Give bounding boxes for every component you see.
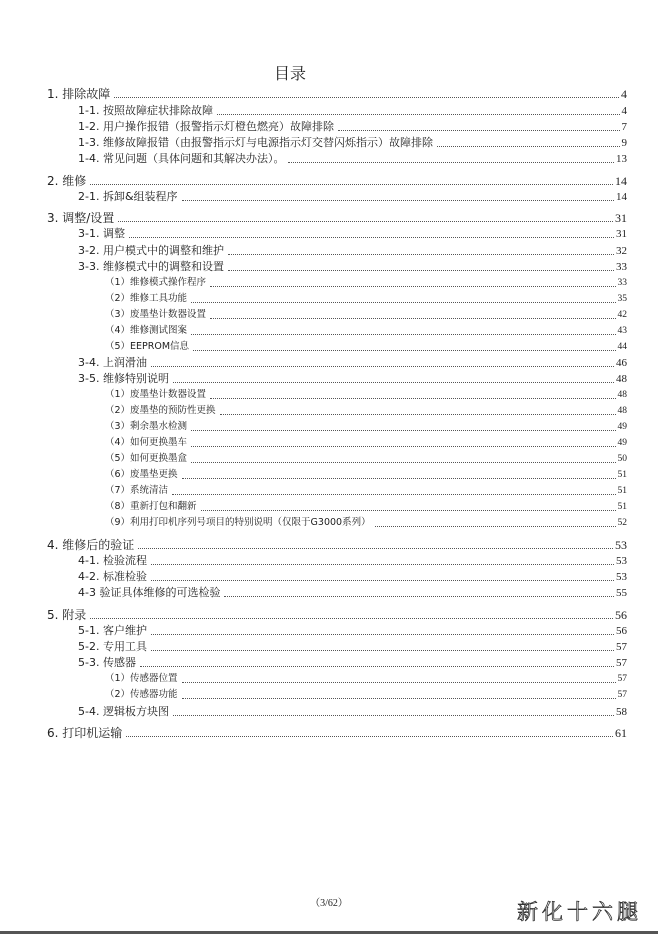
toc-entry-page: 4 bbox=[621, 104, 627, 117]
toc-entry-label: （9）利用打印机序列号项目的特别说明（仅限于G3000系列） bbox=[105, 517, 371, 529]
toc-title: 目录 bbox=[273, 64, 306, 83]
toc-entry-page: 46 bbox=[616, 357, 627, 370]
dot-leader bbox=[140, 666, 614, 667]
dot-leader bbox=[191, 430, 615, 431]
dot-leader bbox=[228, 254, 614, 255]
toc-entry-label: （4）如何更换墨车 bbox=[105, 437, 188, 449]
toc-entry-label: 3-2. 用户模式中的调整和维护 bbox=[78, 243, 224, 257]
toc-entry-page: 7 bbox=[621, 120, 627, 133]
toc-entry-page: 56 bbox=[616, 624, 627, 637]
dot-leader bbox=[191, 462, 615, 463]
toc-entry[interactable] bbox=[47, 323, 627, 339]
toc-entry[interactable] bbox=[47, 606, 627, 622]
dot-leader bbox=[182, 478, 616, 479]
toc-entry[interactable] bbox=[47, 307, 627, 323]
toc-entry[interactable] bbox=[47, 135, 627, 151]
toc-entry[interactable] bbox=[47, 189, 627, 205]
toc-entry[interactable] bbox=[47, 671, 627, 687]
toc-entry[interactable] bbox=[47, 655, 627, 671]
toc-entry-page: 31 bbox=[615, 210, 627, 225]
toc-entry-label: （3）剩余墨水检测 bbox=[105, 421, 188, 433]
toc-entry[interactable] bbox=[47, 569, 627, 585]
toc-entry-page: 55 bbox=[616, 587, 627, 600]
dot-leader bbox=[375, 526, 616, 527]
toc-entry-page: 4 bbox=[621, 87, 627, 102]
toc-entry-page: 56 bbox=[615, 607, 627, 622]
toc-entry-page: 52 bbox=[617, 518, 627, 529]
toc-entry-label: （1）维修模式操作程序 bbox=[105, 276, 207, 288]
toc-entry-page: 51 bbox=[617, 486, 627, 497]
toc-entry-page: 57 bbox=[617, 674, 627, 685]
dot-leader bbox=[210, 318, 615, 319]
toc-entry[interactable] bbox=[47, 355, 627, 371]
dot-leader bbox=[191, 302, 615, 303]
toc-entry[interactable] bbox=[47, 387, 627, 403]
toc-entry-page: 42 bbox=[617, 309, 627, 320]
toc-entry-label: （5）如何更换墨盒 bbox=[105, 453, 188, 465]
dot-leader bbox=[201, 510, 616, 511]
toc-entry-page: 57 bbox=[617, 690, 627, 701]
dot-leader bbox=[151, 366, 614, 367]
toc-entry[interactable] bbox=[47, 483, 627, 499]
toc-entry[interactable] bbox=[47, 623, 627, 639]
toc-entry-label: 3-5. 维修特别说明 bbox=[78, 372, 169, 386]
toc-entry-label: 5. 附录 bbox=[47, 607, 87, 622]
toc-entry[interactable] bbox=[47, 339, 627, 355]
toc-entry[interactable] bbox=[47, 435, 627, 451]
toc-entry-label: 1-3. 维修故障报错（由报警指示灯与电源指示灯交替闪烁指示）故障排除 bbox=[78, 136, 433, 150]
toc-entry[interactable] bbox=[47, 451, 627, 467]
toc-entry-page: 13 bbox=[616, 153, 627, 166]
dot-leader bbox=[220, 414, 616, 415]
toc-entry-label: （1）废墨垫计数器设置 bbox=[105, 389, 207, 401]
dot-leader bbox=[151, 634, 614, 635]
toc-entry-label: 3-1. 调整 bbox=[78, 227, 125, 241]
dot-leader bbox=[191, 446, 615, 447]
toc-entry-page: 50 bbox=[617, 454, 627, 465]
toc-entry-page: 43 bbox=[617, 325, 627, 336]
toc-entry-label: 5-1. 客户维护 bbox=[78, 623, 147, 637]
toc-entry-label: 5-3. 传感器 bbox=[78, 656, 136, 670]
dot-leader bbox=[228, 270, 614, 271]
dot-leader bbox=[210, 286, 615, 287]
toc-entry[interactable] bbox=[47, 371, 627, 387]
toc-entry-label: 4. 维修后的验证 bbox=[47, 537, 135, 552]
dot-leader bbox=[182, 200, 614, 201]
page-number: （3/62） bbox=[310, 898, 348, 909]
toc-entry[interactable] bbox=[47, 687, 627, 703]
toc-entry-label: 1-1. 按照故障症状排除故障 bbox=[78, 103, 213, 117]
dot-leader bbox=[126, 736, 613, 737]
toc-entry-label: （2）维修工具功能 bbox=[105, 292, 188, 304]
toc-entry[interactable] bbox=[47, 639, 627, 655]
dot-leader bbox=[437, 146, 620, 147]
toc-entry[interactable] bbox=[47, 172, 627, 188]
toc-entry-page: 51 bbox=[617, 470, 627, 481]
toc-entry-page: 44 bbox=[617, 341, 627, 352]
toc-entry-page: 51 bbox=[617, 502, 627, 513]
dot-leader bbox=[182, 682, 616, 683]
toc-entry-label: 4-2. 标准检验 bbox=[78, 570, 147, 584]
toc-entry[interactable] bbox=[47, 419, 627, 435]
toc-entry-label: 1. 排除故障 bbox=[47, 87, 111, 102]
toc-entry[interactable] bbox=[47, 119, 627, 135]
toc-entry-label: 3. 调整/设置 bbox=[47, 210, 115, 225]
toc-entry-label: （2）废墨垫的预防性更换 bbox=[105, 405, 216, 417]
toc-entry-page: 49 bbox=[617, 422, 627, 433]
dot-leader bbox=[172, 494, 615, 495]
toc-entry[interactable] bbox=[47, 703, 627, 719]
toc-entry-label: 5-4. 逻辑板方块图 bbox=[78, 704, 169, 718]
toc-entry-page: 49 bbox=[617, 438, 627, 449]
toc-entry-label: 2. 维修 bbox=[47, 173, 87, 188]
toc-entry-page: 33 bbox=[616, 260, 627, 273]
toc-entry-label: 4-1. 检验流程 bbox=[78, 553, 147, 567]
toc-entry-label: （3）废墨垫计数器设置 bbox=[105, 308, 207, 320]
toc-entry-label: （6）废墨垫更换 bbox=[105, 469, 178, 481]
dot-leader bbox=[138, 548, 613, 549]
toc-entry-label: 2-1. 拆卸&组装程序 bbox=[78, 189, 178, 203]
table-of-contents bbox=[47, 86, 627, 741]
toc-entry-page: 33 bbox=[617, 277, 627, 288]
toc-entry-page: 61 bbox=[615, 725, 627, 740]
dot-leader bbox=[338, 130, 620, 131]
dot-leader bbox=[173, 715, 614, 716]
toc-entry-label: 1-2. 用户操作报错（报警指示灯橙色燃亮）故障排除 bbox=[78, 119, 334, 133]
dot-leader bbox=[224, 596, 614, 597]
dot-leader bbox=[217, 114, 620, 115]
toc-entry[interactable] bbox=[47, 725, 627, 741]
toc-entry-page: 48 bbox=[617, 390, 627, 401]
toc-entry[interactable] bbox=[47, 515, 627, 531]
toc-entry-page: 53 bbox=[616, 571, 627, 584]
toc-entry-label: （5）EEPROM信息 bbox=[105, 340, 190, 352]
toc-entry[interactable] bbox=[47, 86, 627, 102]
toc-entry[interactable] bbox=[47, 226, 627, 242]
toc-entry[interactable] bbox=[47, 151, 627, 167]
toc-entry-page: 53 bbox=[615, 537, 627, 552]
dot-leader bbox=[118, 221, 613, 222]
toc-entry[interactable] bbox=[47, 403, 627, 419]
toc-entry-page: 9 bbox=[621, 137, 627, 150]
toc-entry-page: 58 bbox=[616, 705, 627, 718]
toc-entry-page: 35 bbox=[617, 293, 627, 304]
toc-entry-label: （7）系统清洁 bbox=[105, 485, 169, 497]
dot-leader bbox=[210, 398, 615, 399]
toc-entry-label: 6. 打印机运输 bbox=[47, 725, 123, 740]
toc-entry-page: 48 bbox=[616, 373, 627, 386]
dot-leader bbox=[288, 162, 614, 163]
dot-leader bbox=[90, 184, 613, 185]
toc-entry-page: 14 bbox=[615, 173, 627, 188]
toc-entry[interactable] bbox=[47, 275, 627, 291]
toc-entry-page: 32 bbox=[616, 244, 627, 257]
toc-entry-label: （1）传感器位置 bbox=[105, 673, 178, 685]
toc-entry-label: 1-4. 常见问题（具体问题和其解决办法）。 bbox=[78, 152, 285, 166]
toc-entry-label: 3-3. 维修模式中的调整和设置 bbox=[78, 259, 224, 273]
toc-entry-label: 5-2. 专用工具 bbox=[78, 640, 147, 654]
dot-leader bbox=[182, 698, 616, 699]
toc-entry-page: 57 bbox=[616, 641, 627, 654]
dot-leader bbox=[90, 618, 613, 619]
toc-entry-label: 3-4. 上润滑油 bbox=[78, 356, 147, 370]
toc-entry-page: 14 bbox=[616, 190, 627, 203]
toc-entry[interactable] bbox=[47, 467, 627, 483]
toc-entry[interactable] bbox=[47, 585, 627, 601]
toc-entry[interactable] bbox=[47, 102, 627, 118]
dot-leader bbox=[193, 350, 615, 351]
toc-entry-page: 48 bbox=[617, 406, 627, 417]
toc-entry[interactable] bbox=[47, 242, 627, 258]
toc-entry-label: （8）重新打包和翻新 bbox=[105, 501, 197, 513]
toc-entry[interactable] bbox=[47, 499, 627, 515]
toc-entry-label: （2）传感器功能 bbox=[105, 689, 178, 701]
watermark: 新化十六腿 bbox=[517, 900, 642, 924]
dot-leader bbox=[114, 97, 619, 98]
dot-leader bbox=[151, 564, 614, 565]
toc-entry[interactable] bbox=[47, 210, 627, 226]
toc-entry[interactable] bbox=[47, 553, 627, 569]
toc-entry-page: 31 bbox=[616, 228, 627, 241]
toc-entry-page: 53 bbox=[616, 554, 627, 567]
dot-leader bbox=[129, 237, 614, 238]
toc-entry[interactable] bbox=[47, 291, 627, 307]
dot-leader bbox=[151, 650, 614, 651]
toc-entry-label: （4）维修测试图案 bbox=[105, 324, 188, 336]
toc-entry-label: 4-3 验证具体维修的可选检验 bbox=[78, 586, 221, 600]
dot-leader bbox=[191, 334, 615, 335]
dot-leader bbox=[173, 382, 614, 383]
toc-entry[interactable] bbox=[47, 536, 627, 552]
toc-entry[interactable] bbox=[47, 259, 627, 275]
toc-entry-page: 57 bbox=[616, 657, 627, 670]
dot-leader bbox=[151, 580, 614, 581]
